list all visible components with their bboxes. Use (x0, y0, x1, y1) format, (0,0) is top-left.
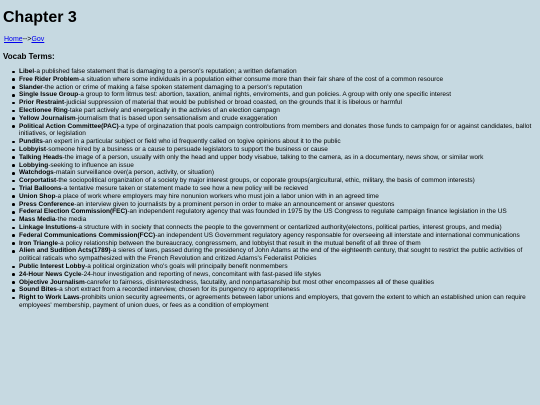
list-item (19, 99, 533, 107)
term-definition: -someone hired by a business or a cause to persuade legislators to support the business or cause (46, 145, 328, 153)
term-name: Mass Media (19, 216, 56, 224)
term-definition: -canrefer to fairness, disinterestedness, facutality, and nonpartasanship but most other encompasses all of these qualities (84, 278, 435, 286)
page-title: Chapter 3 (3, 9, 77, 26)
term-name: Prior Restraint (19, 99, 65, 107)
list-item (19, 271, 533, 279)
breadcrumb-link-home[interactable]: Home (4, 36, 23, 43)
term-definition: -a policy relationship between the bureaucracy, congressmem, and lobbyist that result in the mutual benefit of all three of them (58, 239, 421, 247)
term-definition: -a situation where some individuals in a population either consume more than their fair share of the cost of a common resource (78, 75, 444, 83)
list-item (19, 286, 533, 294)
term-definition: -24-hour investigation and reporting of news, concomitant with fast-pased life styles (81, 270, 322, 278)
term-definition: -a sieres of laws, passed during the presidency of John Adams at the end of the eighteenth century, that sought to restrict the public activities of political raticals who sympathesized with the French Revolution and critized Adams's Federalist Policies (19, 247, 523, 263)
term-name: Electionee Ring (19, 106, 68, 114)
list-item (19, 232, 533, 240)
list-item (19, 169, 533, 177)
term-name: Iron Triangle (19, 239, 59, 247)
term-definition: -an independent US Government regulatory agency responsable for overseeing all interstate and international communications (155, 231, 520, 239)
term-definition: -a group to form litmus test: abortion, taxation, animal rights, enviroments, and gun policies. A group with only one specific interest (78, 91, 452, 99)
term-definition: -a type of orginazation that pools campaign controlbutions from members and donates those funds to campaign for or against candidates, ballot initiatives, or legislation (19, 122, 532, 138)
term-definition: -a tentative mesure taken or statement made to see how a new policy will be recieved (61, 184, 309, 192)
list-item (19, 146, 533, 154)
term-definition: -the sociopolitical organization of a society by major interest groups, or coporate groups(argicultural, ethic, military, the basis of common interests) (56, 177, 475, 185)
list-item (19, 224, 533, 232)
term-name: Libel (19, 68, 35, 75)
list-item (19, 216, 533, 224)
list-item (19, 76, 533, 84)
term-definition: -judicial suppression of material that would be published or broad coasted, on the grounds that it is libelous or harmful (64, 99, 402, 107)
term-name: Press Conference (19, 200, 75, 208)
term-definition: -prohibits union security agreements, or agreements between labor unions and employers, that govern the extent to which an established union can require employees' membership, payment of union dues, or fees as a condition of employment (19, 294, 526, 309)
term-name: Trial Balloons (19, 184, 62, 192)
term-name: Corportatist (19, 177, 57, 185)
list-item (19, 115, 533, 123)
list-item (19, 162, 533, 170)
list-item (19, 263, 533, 271)
term-definition: -an expert in a particular subject or field who id frequently called on togive opinions about it to the public (42, 138, 341, 146)
term-name: Right to Work Laws (19, 294, 80, 302)
term-definition: -the action or crime of making a false spoken statement damaging to a person's reputation (42, 83, 303, 91)
term-definition: -a structure with in society that connects the people to the government or centarlized authority(electons, political parties, interest groups, and media) (76, 223, 502, 231)
term-definition: -seeking to influence an issue (48, 161, 134, 169)
list-item (19, 123, 533, 139)
term-name: Alien and Sudition Acts(1789) (19, 247, 111, 255)
term-name: Watchdogs (19, 169, 54, 177)
breadcrumb-separator: --> (22, 36, 32, 43)
term-name: Slander (19, 83, 43, 91)
term-name: Free Rider Problem (19, 75, 79, 83)
term-definition: -the image of a person, usually with only the head and upper body visabue, talking to the camera, as in a documentary, news show, or similar work (62, 153, 484, 161)
section-heading: Vocab Terms: (3, 52, 55, 61)
term-name: Linkage Instutions (19, 223, 77, 231)
term-definition: -a short extract from a recorded interview, chosen for its pungency ro appropriteness (56, 286, 300, 294)
term-definition: -take part actively and energetically in the activies of an election campagn (67, 106, 280, 114)
list-item (19, 91, 533, 99)
list-item (19, 107, 533, 115)
list-item (19, 177, 533, 185)
term-name: Federal Election Commission(FEC) (19, 208, 128, 216)
list-item (19, 247, 533, 263)
list-item (19, 84, 533, 92)
term-definition: -a political orginization who's goals will principally benefit nonmembers (85, 262, 288, 270)
term-name: Sound Bites (19, 286, 57, 294)
term-name: Union Shop (19, 192, 56, 200)
term-name: Yellow Journalism (19, 114, 76, 122)
term-name: Pundits (19, 138, 43, 146)
list-item (19, 138, 533, 146)
list-item (19, 208, 533, 216)
term-name: 24-Hour News Cycle (19, 270, 82, 278)
breadcrumb (4, 35, 44, 44)
term-name: Federal Communications Commission(FCC) (19, 231, 156, 239)
list-item (19, 201, 533, 209)
breadcrumb-link-gov[interactable]: Gov (31, 36, 45, 43)
term-definition: -an independent regulatory agency that was founded in 1975 by the US Congress to regulate campaign finance legislation in the US (127, 208, 507, 216)
term-name: Lobbying (19, 161, 49, 169)
vocab-terms-list (19, 68, 533, 310)
term-definition: -a place of work where employers may hire nonunion workers who must join a labor union with in an agreed time (55, 192, 379, 200)
list-item (19, 185, 533, 193)
term-definition: -matain surveillance over(a person, activity, or situation) (53, 169, 215, 177)
term-name: Lobbyist (19, 145, 47, 153)
term-name: Objective Journalism (19, 278, 85, 286)
term-name: Public Interest Lobby (19, 262, 86, 270)
list-item (19, 294, 533, 310)
term-definition: -the media (55, 216, 87, 224)
list-item (19, 68, 533, 76)
list-item (19, 193, 533, 201)
term-name: Political Action Committee(PAC) (19, 122, 119, 130)
list-item (19, 240, 533, 248)
list-item (19, 279, 533, 287)
term-name: Talking Heads (19, 153, 63, 161)
term-definition: -a published false statement that is damaging to a person's reputation; a written defamation (34, 68, 297, 75)
term-definition: -an interview given to journalists by a prominent person in order to make an announcement or answer questons (74, 200, 395, 208)
term-name: Single Issue Group (19, 91, 79, 99)
term-definition: -journalism that is based upon sensationalism and crude exaggeration (75, 114, 278, 122)
list-item (19, 154, 533, 162)
